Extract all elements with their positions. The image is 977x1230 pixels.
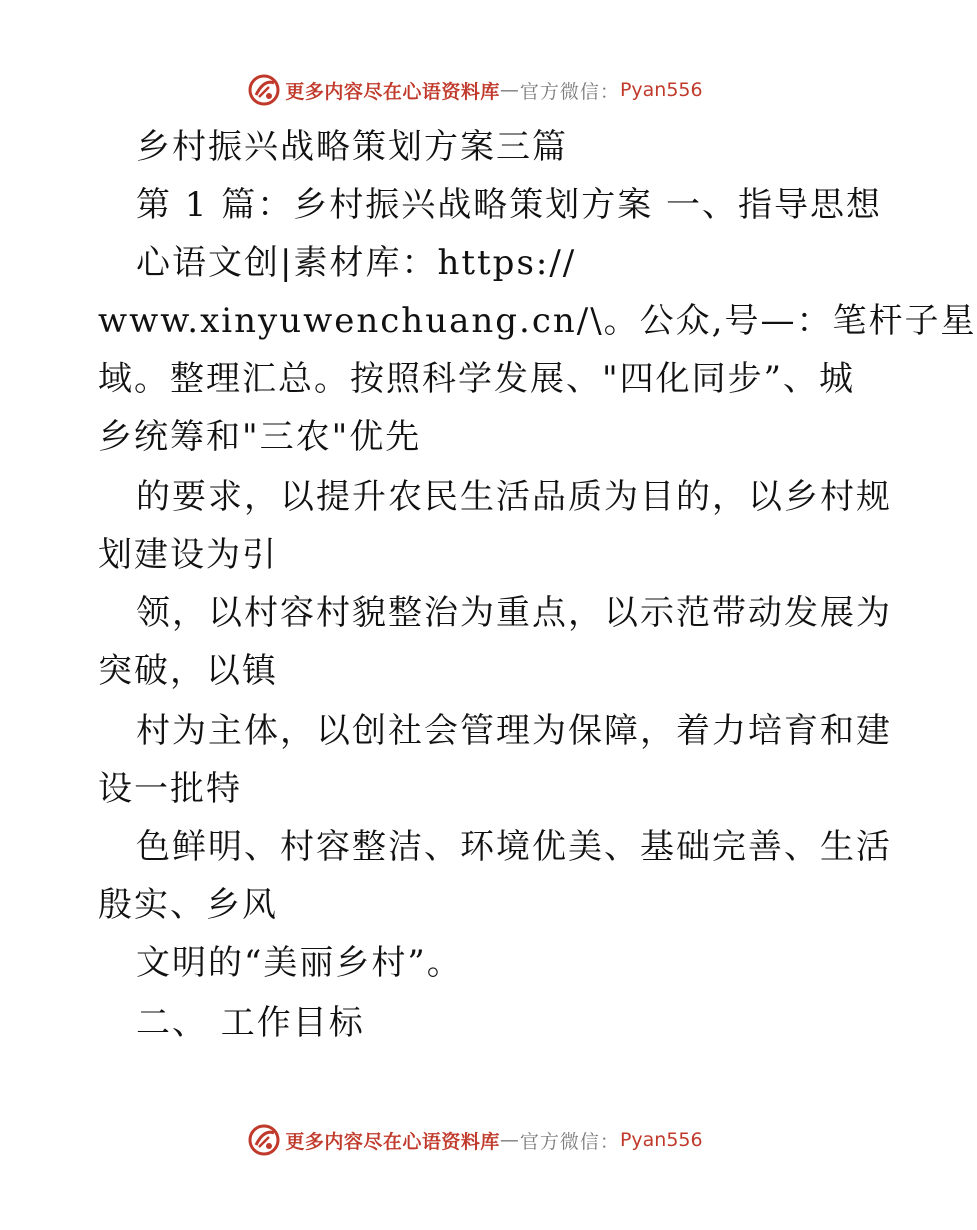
text-line: 划建设为引 [98,535,278,575]
text-line: 心语文创|素材库：https:// [136,243,577,283]
document-title: 乡村振兴战略策划方案三篇 [136,127,568,167]
text-line: 域。整理汇总。按照科学发展、"四化同步”、城 [98,359,856,399]
banner-wechat-id: Pyan556 [619,79,703,101]
text-line: 乡统筹和"三农"优先 [98,417,422,457]
brand-logo-icon [247,1123,281,1157]
banner-official-label: 官方微信： [519,80,620,103]
brand-logo-icon [247,73,281,107]
text-line: 殷实、乡风 [98,885,278,925]
text-line: 设一批特 [98,769,242,809]
text-line: 色鲜明、村容整洁、环境优美、基础完善、生活 [136,827,892,867]
text-line: 文明的“美丽乡村”。 [136,943,463,983]
text-line: 领，以村容村貌整治为重点，以示范带动发展为 [136,593,892,633]
banner-wechat-id: Pyan556 [619,1129,703,1151]
banner-official-label: 官方微信： [519,1130,620,1153]
text-line: 的要求，以提升农民生活品质为目的，以乡村规 [136,477,892,517]
section-heading: 第 1 篇：乡村振兴战略策划方案 一、指导思想 [136,185,883,225]
banner-main-text: 更多内容尽在心语资料库 [285,1130,500,1153]
footer-banner [0,1120,950,1160]
text-line: www.xinyuwenchuang.cn/\。公众,号—：笔杆子星 [98,301,977,341]
banner-main-text: 更多内容尽在心语资料库 [285,80,500,103]
text-line: 突破，以镇 [98,651,278,691]
banner-dash: — [499,1129,520,1151]
banner-dash: — [499,79,520,101]
text-line: 村为主体，以创社会管理为保障，着力培育和建 [136,711,892,751]
header-banner [0,70,950,110]
section-heading: 二、 工作目标 [136,1003,365,1043]
